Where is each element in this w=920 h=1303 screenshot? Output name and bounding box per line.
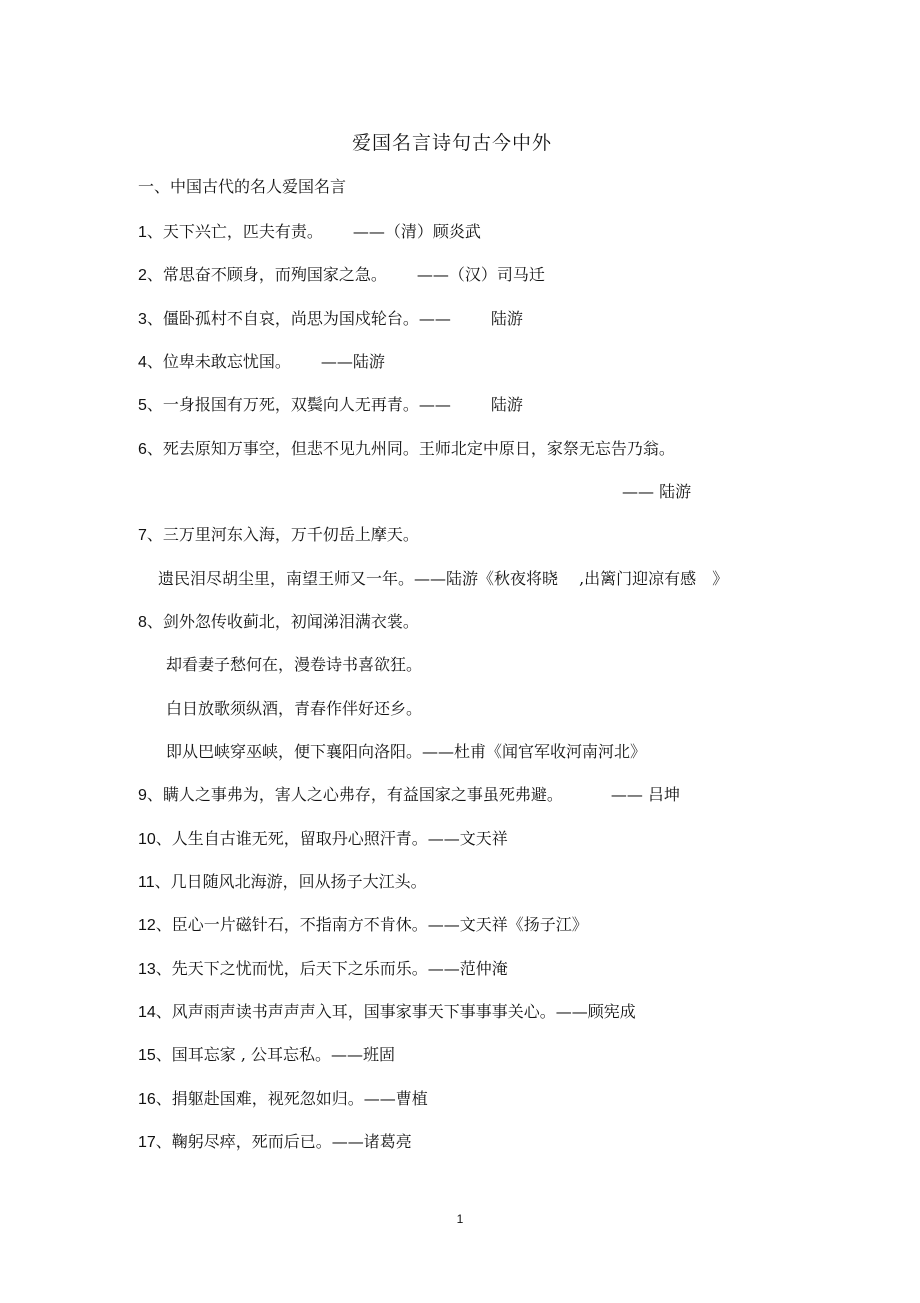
quote-text: 、风声雨声读书声声声入耳，国事家事天下事事事关心。——顾宪成: [155, 1002, 636, 1021]
quote-text: 、剑外忽传收蓟北，初闻涕泪满衣裳。: [146, 612, 419, 631]
quote-text: 、臣心一片磁针石，不指南方不肯休。——文天祥《扬子江》: [155, 915, 588, 934]
quote-6: [138, 436, 675, 459]
quote-number: 17: [138, 1134, 156, 1151]
quote-attribution: 陆游: [490, 309, 523, 328]
quote-8-line-3: 白日放歌须纵酒，青春作伴好还乡。: [166, 699, 423, 718]
page-title: 爱国名言诗句古今中外: [351, 132, 552, 154]
quote-text: 、人生自古谁无死，留取丹心照汗青。——文天祥: [155, 829, 508, 848]
quote-number: 15: [138, 1047, 156, 1064]
quote-11: [138, 869, 427, 892]
quote-attribution: 陆游: [490, 395, 523, 414]
quote-1: [138, 219, 481, 242]
quote-number: 13: [138, 961, 156, 978]
quote-16: [138, 1086, 428, 1109]
quote-text: 、先天下之忧而忧，后天下之乐而乐。——范仲淹: [155, 959, 508, 978]
quote-text: 、常思奋不顾身，而殉国家之急。: [146, 265, 387, 284]
quote-8-line-2: 却看妻子愁何在，漫卷诗书喜欲狂。: [166, 655, 423, 674]
quote-8: [138, 609, 419, 632]
quote-4: [138, 349, 385, 372]
quote-number: 5: [138, 397, 147, 414]
quote-7: [138, 522, 419, 545]
quote-7-line-2: 遗民泪尽胡尘里，南望王师又一年。——陆游《秋夜将晓 ,出篱门迎凉有感 》: [158, 569, 729, 588]
quote-text: 、位卑未敢忘忧国。: [146, 352, 291, 371]
quote-2: [138, 262, 545, 285]
quote-number: 2: [138, 267, 147, 284]
quote-9: [138, 782, 680, 805]
quote-number: 11: [138, 874, 155, 891]
quote-text: 、国耳忘家 , 公耳忘私。——班固: [155, 1045, 396, 1064]
quote-number: 14: [138, 1004, 156, 1021]
quote-number: 4: [138, 354, 147, 371]
quote-number: 10: [138, 831, 156, 848]
quote-8-line-4: 即从巴峡穿巫峡，便下襄阳向洛阳。——杜甫《闻官军收河南河北》: [166, 742, 647, 761]
quote-text: 、瞒人之事弗为，害人之心弗存，有益国家之事虽死弗避。: [146, 785, 563, 804]
quote-text: 、几日随风北海游，回从扬子大江头。: [154, 872, 427, 891]
quote-number: 1: [138, 224, 147, 241]
quote-text: 、死去原知万事空，但悲不见九州同。王师北定中原日，家祭无忘告乃翁。: [146, 439, 675, 458]
quote-attribution: ——（汉）司马迁: [416, 265, 545, 284]
quote-text: 、一身报国有万死，双鬓向人无再青。——: [146, 395, 451, 414]
quote-14: [138, 999, 636, 1022]
quote-number: 9: [138, 787, 147, 804]
quote-attribution: ——陆游: [320, 352, 385, 371]
section-heading: 一、中国古代的名人爱国名言: [138, 177, 347, 196]
quote-number: 6: [138, 441, 147, 458]
quote-text: 、天下兴亡，匹夫有责。: [146, 222, 323, 241]
quote-attribution: —— 吕坤: [610, 785, 681, 804]
quote-attribution: ——（清）顾炎武: [352, 222, 481, 241]
quote-number: 7: [138, 527, 147, 544]
quote-text: 、三万里河东入海，万千仞岳上摩天。: [146, 525, 419, 544]
quote-13: [138, 956, 508, 979]
quote-5: [138, 392, 523, 415]
quote-text: 、捐躯赴国难，视死忽如归。——曹植: [155, 1089, 428, 1108]
quote-number: 3: [138, 311, 147, 328]
quote-attribution: —— 陆游: [622, 482, 692, 501]
quote-17: [138, 1129, 412, 1152]
quote-12: [138, 912, 588, 935]
quote-number: 16: [138, 1091, 156, 1108]
page-number: 1: [456, 1212, 464, 1226]
quote-15: [138, 1042, 395, 1065]
quote-text: 、僵卧孤村不自哀，尚思为国戍轮台。——: [146, 309, 451, 328]
quote-number: 8: [138, 614, 147, 631]
quote-10: [138, 826, 508, 849]
quote-number: 12: [138, 917, 156, 934]
quote-3: [138, 306, 523, 329]
quote-text: 、鞠躬尽瘁，死而后已。——诸葛亮: [155, 1132, 412, 1151]
